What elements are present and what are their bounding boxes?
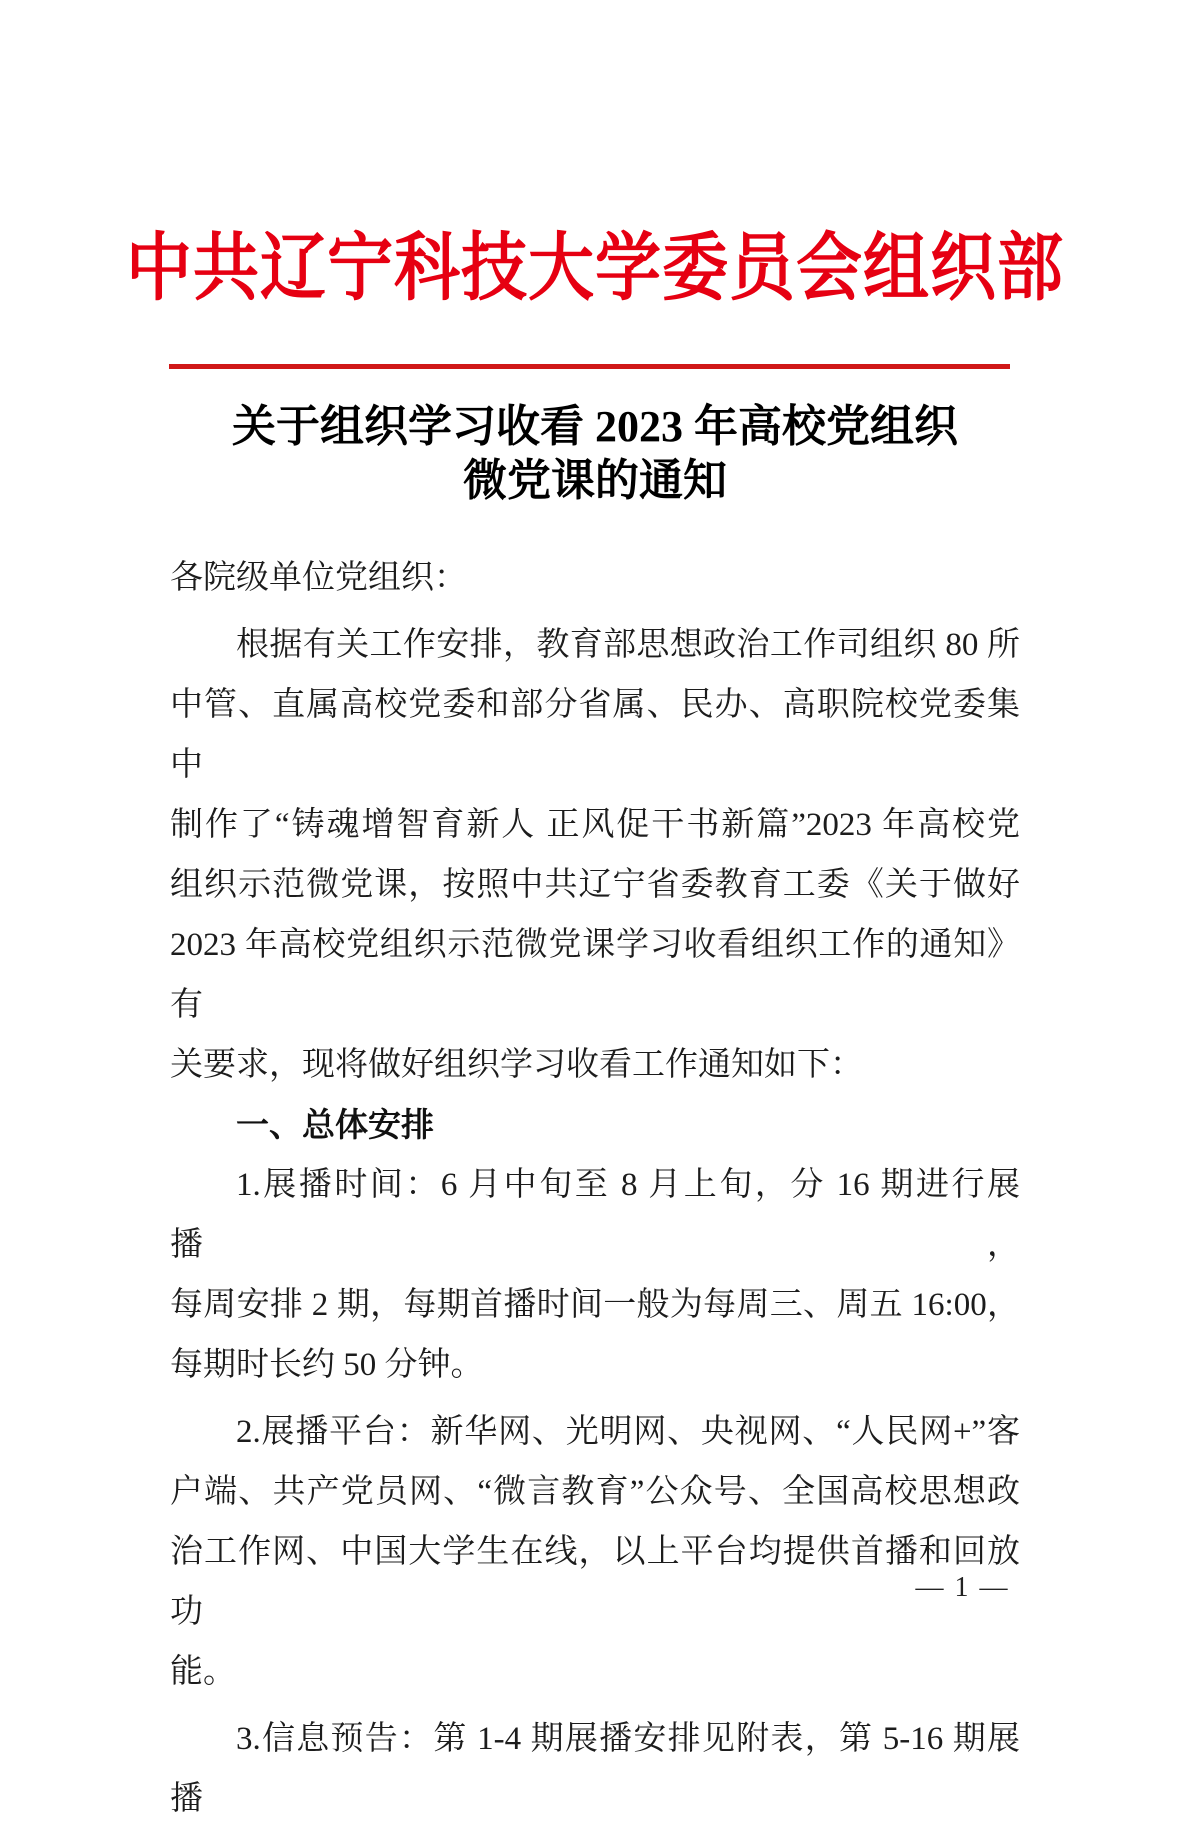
- body-line: 每周安排 2 期，每期首播时间一般为每周三、周五 16:00，: [170, 1287, 1020, 1323]
- body-line: 制作了“铸魂增智育新人 正风促干书新篇”2023 年高校党: [170, 807, 1020, 843]
- document-title: [95, 400, 1095, 508]
- letterhead-rule: [169, 364, 1010, 369]
- body-line: 中管、直属高校党委和部分省属、民办、高职院校党委集中: [170, 687, 1020, 783]
- body-line: 户端、共产党员网、“微言教育”公众号、全国高校思想政: [170, 1474, 1020, 1510]
- body-line: 2.展播平台：新华网、光明网、央视网、“人民网+”客: [236, 1414, 1020, 1450]
- body-line: 3.信息预告：第 1-4 期展播安排见附表，第 5-16 期展播: [170, 1721, 1020, 1817]
- document-title-line-1: 关于组织学习收看 2023 年高校党组织: [232, 402, 958, 451]
- page-number: — 1 —: [915, 1572, 1010, 1603]
- document-title-line-2: 微党课的通知: [463, 456, 727, 505]
- body-line: 2023 年高校党组织示范微党课学习收看组织工作的通知》有: [170, 927, 1020, 1023]
- body-line: 能。: [170, 1654, 236, 1690]
- salutation-line: 各院级单位党组织：: [170, 560, 467, 596]
- body-line: 组织示范微党课，按照中共辽宁省委教育工委《关于做好: [170, 867, 1020, 903]
- letterhead-org-name: 中共辽宁科技大学委员会组织部: [126, 228, 1064, 310]
- body-line: 关要求，现将做好组织学习收看工作通知如下：: [170, 1047, 863, 1083]
- body-line: 治工作网、中国大学生在线，以上平台均提供首播和回放功: [170, 1534, 1020, 1630]
- body-line: 1.展播时间：6 月中旬至 8 月上旬，分 16 期进行展播，: [170, 1167, 1020, 1263]
- body-line: 根据有关工作安排，教育部思想政治工作司组织 80 所: [236, 627, 1020, 663]
- section-heading: 一、总体安排: [236, 1106, 434, 1143]
- body-line: 每期时长约 50 分钟。: [170, 1347, 484, 1383]
- letterhead: [0, 218, 1190, 310]
- document-body: [170, 548, 1020, 1829]
